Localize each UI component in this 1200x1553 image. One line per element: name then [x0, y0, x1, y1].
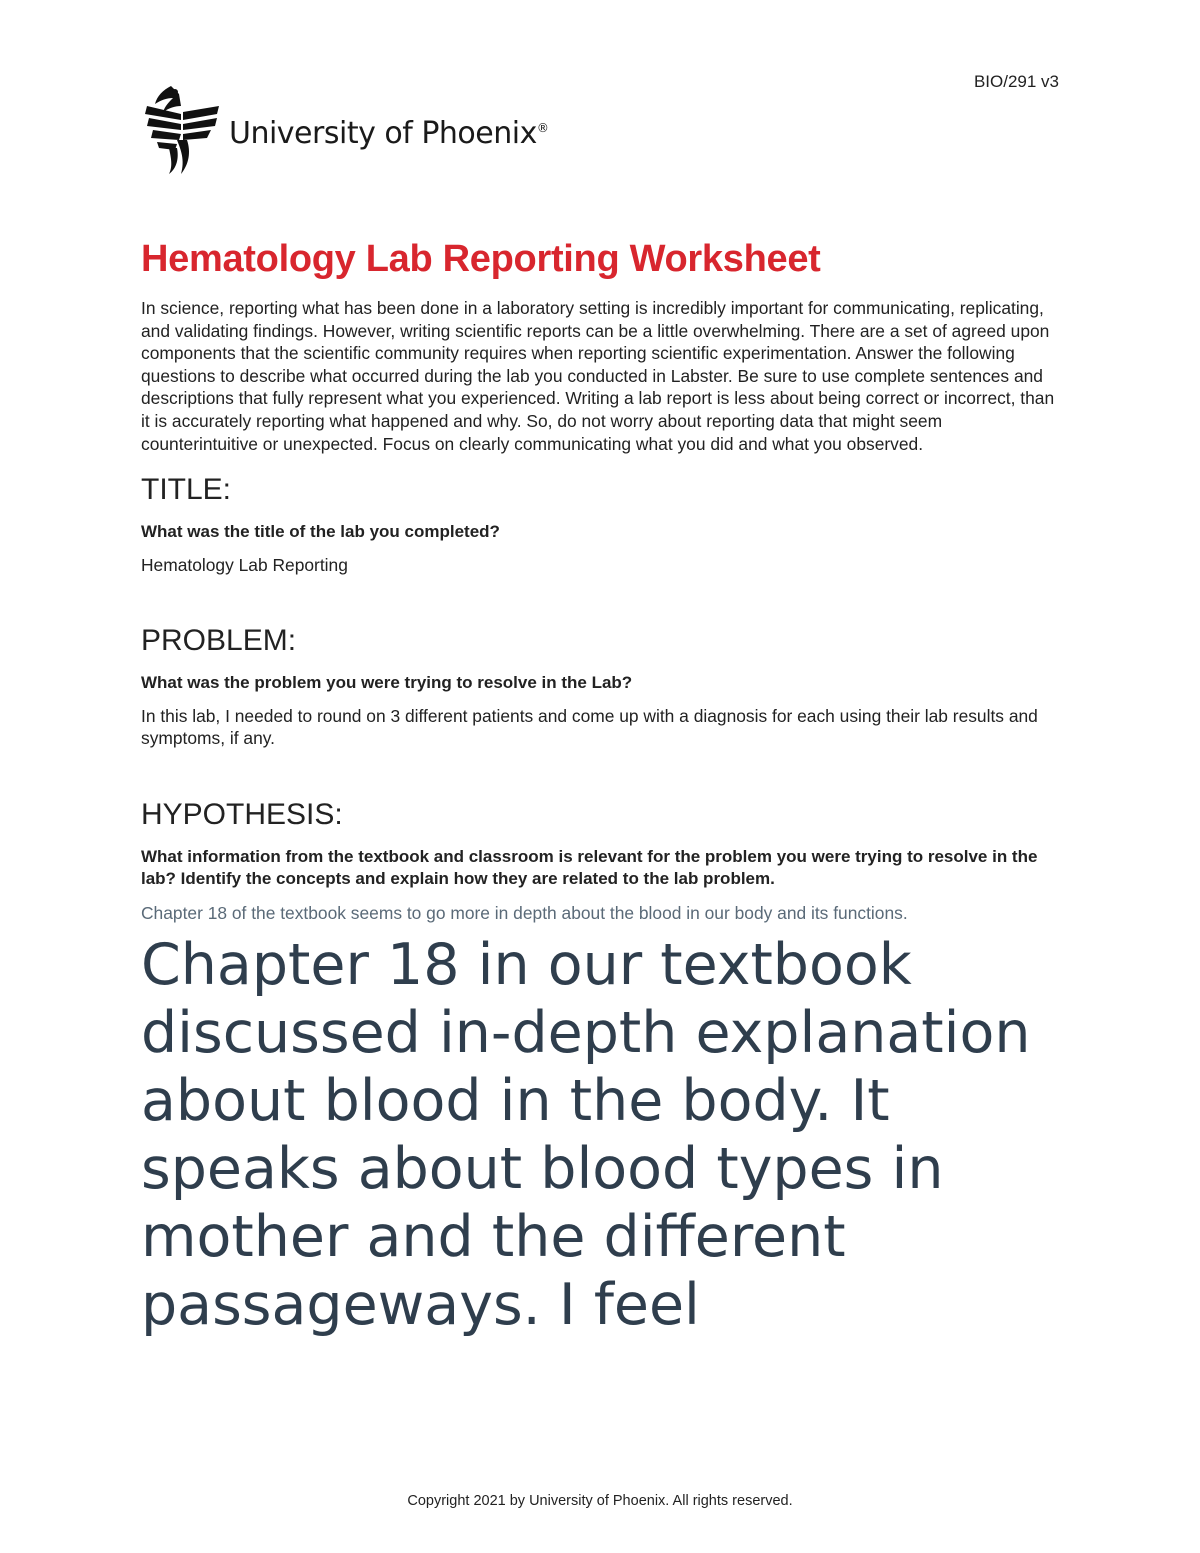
logo-wordmark: University of Phoenix® [229, 115, 549, 151]
answer-hypothesis-small: Chapter 18 of the textbook seems to go more in depth about the blood in our body and its functions. [141, 902, 908, 923]
question-problem: What was the problem you were trying to resolve in the Lab? [141, 673, 633, 693]
answer-hypothesis-large: Chapter 18 in our textbook discussed in-depth explanation about blood in the body. It speaks about blood types in mother and the different passageways. I feel [141, 931, 1031, 1338]
section-hypothesis [141, 798, 1061, 1339]
section-heading-hypothesis: HYPOTHESIS: [141, 797, 343, 831]
copyright-footer: Copyright 2021 by University of Phoenix. All rights reserved. [407, 1493, 793, 1509]
answer-problem: In this lab, I needed to round on 3 different patients and come up with a diagnosis for each using their lab results and symptoms, if any. [141, 705, 1038, 749]
university-logo [141, 84, 548, 176]
question-hypothesis: What information from the textbook and classroom is relevant for the problem you were trying to resolve in the lab? Identify the concepts and explain how they are related to the lab problem. [141, 846, 1038, 889]
intro-paragraph: In science, reporting what has been done in a laboratory setting is incredibly important for communicating, replicating, and validating findings. However, writing scientific reports can be a little overwhelming. There are a set of agreed upon components that the scientific community requires when reporting scientific experimentation. Answer the following questions to describe what occurred during the lab you conducted in Labster. Be sure to use complete sentences and descriptions that fully represent what you experienced. Writing a lab report is less about being correct or incorrect, than it is accurately reporting what happened and why. So, do not worry about reporting data that might seem counterintuitive or unexpected. Focus on clearly communicating what you did and what you observed. [141, 298, 1055, 454]
section-heading-problem: PROBLEM: [141, 624, 297, 658]
answer-title: Hematology Lab Reporting [141, 554, 348, 575]
section-heading-title: TITLE: [141, 473, 232, 507]
document-body [141, 238, 1061, 1339]
section-problem [141, 624, 1061, 750]
document-title: Hematology Lab Reporting Worksheet [141, 238, 821, 280]
section-title [141, 473, 1061, 576]
question-title: What was the title of the lab you completed? [141, 522, 500, 542]
course-code: BIO/291 v3 [973, 72, 1059, 91]
phoenix-bird-icon [141, 84, 221, 176]
